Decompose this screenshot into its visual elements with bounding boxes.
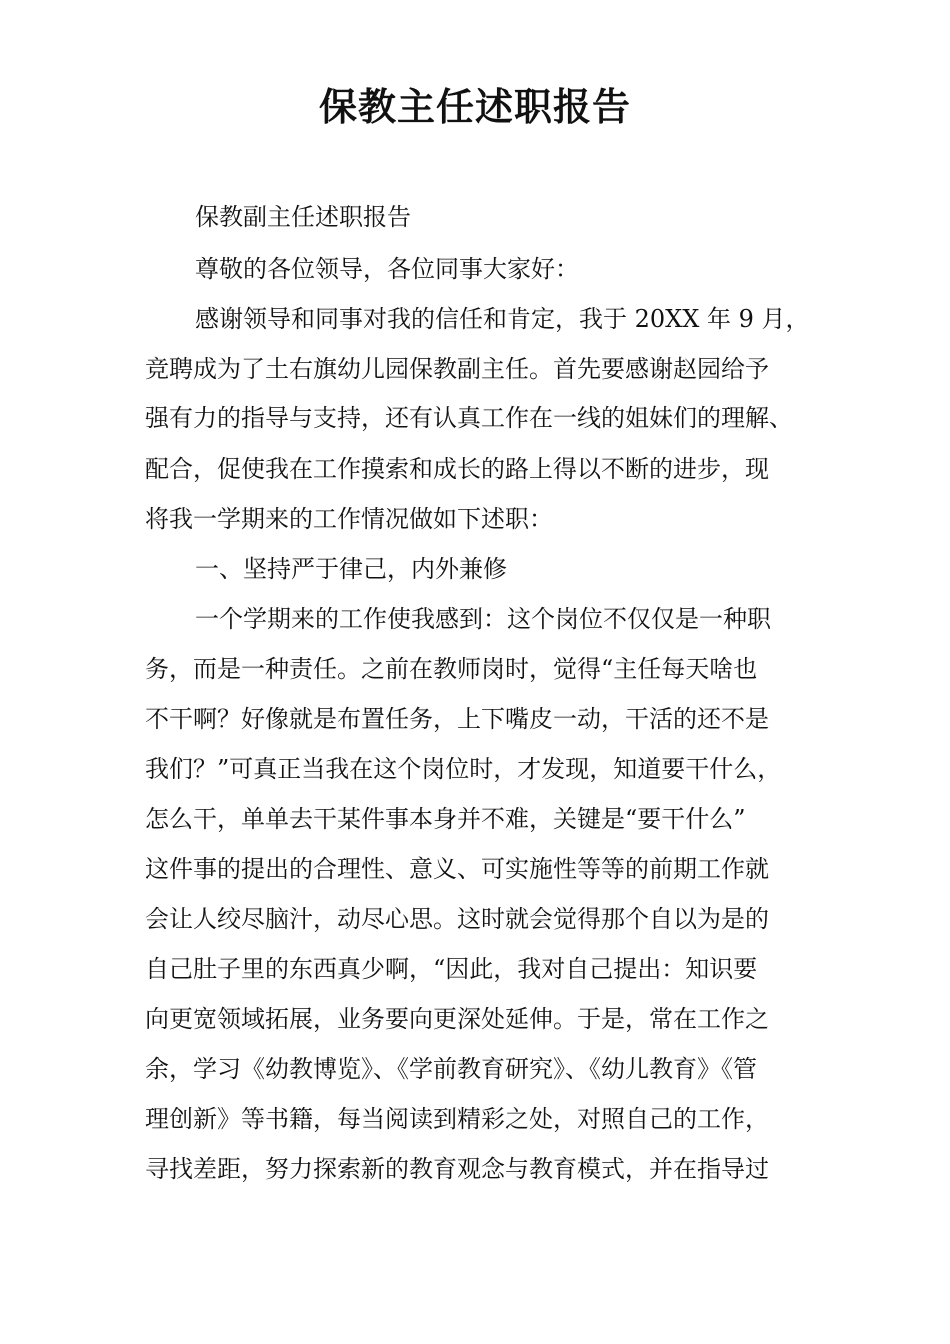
paragraph-line: 保教副主任述职报告 — [195, 203, 411, 231]
paragraph-line: 向更宽领域拓展，业务要向更深处延伸。于是，常在工作之 — [145, 1005, 769, 1033]
document-title: 保教主任述职报告 — [318, 84, 631, 129]
paragraph-line: 这件事的提出的合理性、意义、可实施性等等的前期工作就 — [145, 855, 769, 883]
paragraph-line: 配合，促使我在工作摸索和成长的路上得以不断的进步，现 — [145, 455, 769, 483]
paragraph-line: 不干啊？好像就是布置任务，上下嘴皮一动，干活的还不是 — [145, 705, 769, 733]
paragraph-line: 余，学习《幼教博览》、《学前教育研究》、《幼儿教育》《管 — [145, 1055, 757, 1083]
paragraph-line: 将我一学期来的工作情况做如下述职： — [145, 505, 553, 533]
paragraph-line: 务，而是一种责任。之前在教师岗时，觉得“主任每天啥也 — [145, 655, 758, 683]
paragraph-line: 强有力的指导与支持，还有认真工作在一线的姐妹们的理解、 — [145, 404, 793, 432]
paragraph-line: 寻找差距，努力探索新的教育观念与教育模式，并在指导过 — [145, 1155, 769, 1183]
paragraph-line: 尊敬的各位领导，各位同事大家好： — [195, 255, 579, 283]
paragraph-line: 会让人绞尽脑汁，动尽心思。这时就会觉得那个自以为是的 — [145, 905, 769, 933]
paragraph-line: 感谢领导和同事对我的信任和肯定，我于 20XX 年 9 月， — [195, 305, 810, 333]
paragraph-line: 一个学期来的工作使我感到：这个岗位不仅仅是一种职 — [195, 605, 771, 633]
section-heading: 一、坚持严于律己，内外兼修 — [195, 555, 507, 583]
paragraph-line: 竞聘成为了土右旗幼儿园保教副主任。首先要感谢赵园给予 — [145, 355, 769, 383]
paragraph-line: 理创新》等书籍，每当阅读到精彩之处，对照自己的工作， — [145, 1105, 769, 1133]
paragraph-line: 怎么干，单单去干某件事本身并不难，关键是“要干什么” — [145, 805, 746, 833]
paragraph-line: 自己肚子里的东西真少啊，“因此，我对自己提出：知识要 — [145, 955, 758, 983]
paragraph-line: 我们？”可真正当我在这个岗位时，才发现，知道要干什么， — [145, 755, 782, 783]
